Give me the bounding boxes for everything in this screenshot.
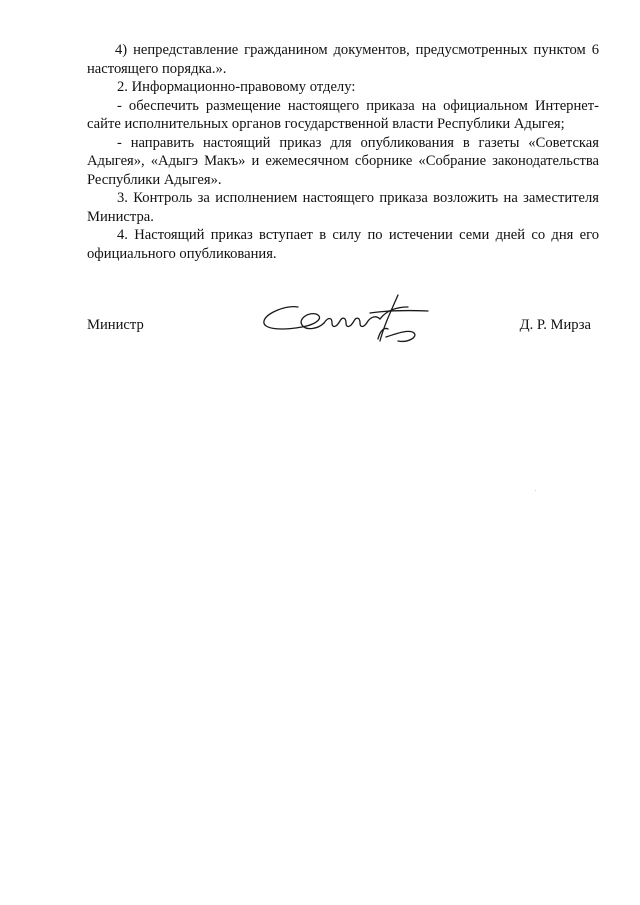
paragraph-item-4-clause: 4) непредставление гражданином документов, предусмотренных пунктом 6 настоящего порядка.». — [87, 42, 599, 77]
handwritten-signature — [258, 281, 438, 351]
scan-speck — [535, 490, 536, 491]
paragraph-item-2-heading: 2. Информационно-правовому отделу: — [117, 79, 356, 95]
document-body — [87, 41, 599, 263]
paragraph-publish-website: - обеспечить размещение настоящего приказа на официальном Интернет-сайте исполнительных органов государственной власти Республики Адыгея; — [87, 97, 599, 132]
paragraph-publish-newspapers: - направить настоящий приказ для опубликования в газеты «Советская Адыгея», «Адыгэ Макъ» и ежемесячном сборнике «Собрание законодательства Республики Адыгея». — [87, 134, 599, 188]
signer-role: Министр — [87, 317, 144, 333]
paragraph-item-4-effective: 4. Настоящий приказ вступает в силу по истечении семи дней со дня его официального опубликования. — [87, 227, 599, 262]
paragraph-item-3-control: 3. Контроль за исполнением настоящего приказа возложить на заместителя Министра. — [87, 190, 599, 225]
signer-name: Д. Р. Мирза — [519, 317, 591, 333]
